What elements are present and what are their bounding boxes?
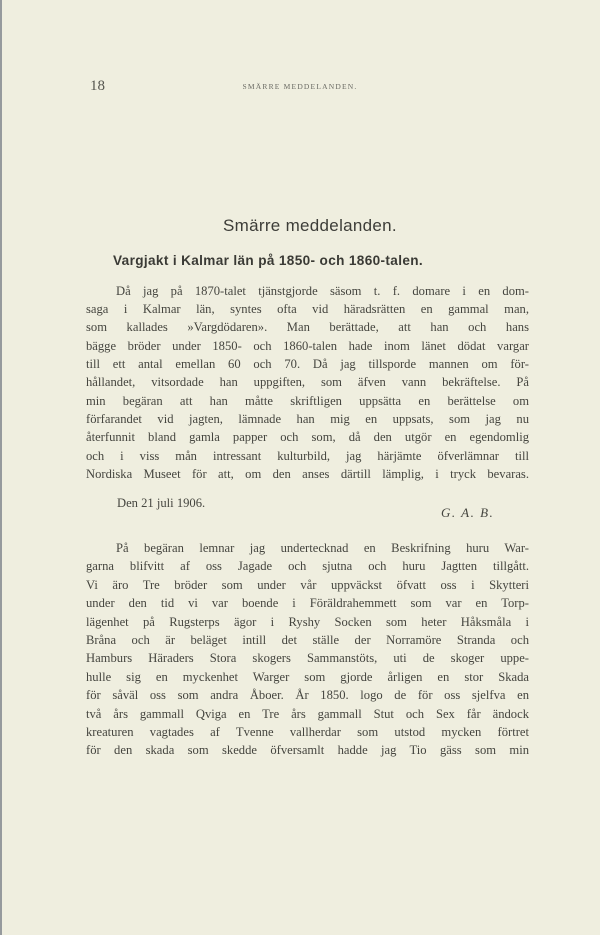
text-line: min begäran att han måtte skriftligen uppsätta en berättelse om: [86, 394, 529, 408]
text-line: Nordiska Museet för att, om den anses därtill lämplig, i tryck bevaras.: [86, 467, 529, 481]
article-title: Vargjakt i Kalmar län på 1850- och 1860-talen.: [113, 253, 424, 268]
page-edge: [0, 0, 2, 935]
signature-initials: G. A. B.: [441, 505, 495, 520]
section-title: Smärre meddelanden.: [223, 216, 397, 235]
text-line: Då jag på 1870-talet tjänstgjorde säsom t. f. domare i en dom-: [116, 284, 529, 298]
text-line: för såväl oss som andra Åboer. År 1850. logo de för oss sjelfva en: [86, 688, 529, 702]
text-line: saga i Kalmar län, syntes ofta vid häradsrätten en gammal man,: [86, 302, 529, 316]
text-line: Vi äro Tre bröder som under vår uppväckst öfvatt oss i Skytteri: [86, 578, 529, 592]
running-head: SMÄRRE MEDDELANDEN.: [242, 82, 358, 91]
text-line: Hamburs Häraders Stora skogers Sammanstöts, uti de skoger uppe-: [86, 651, 529, 665]
text-line: bägge bröder under 1850- och 1860-talen hade inom länet dödat vargar: [86, 339, 529, 353]
text-line: hållandet, vitsordade han uppgiften, som äfven vann bekräftelse. På: [86, 375, 529, 389]
text-line: under den tid vi var boende i Föräldrahemmett som var en Torp-: [86, 596, 529, 610]
date-line: Den 21 juli 1906.: [117, 496, 206, 510]
text-line: förfarandet vid jagten, lämnade han mig en uppsats, som jag nu: [86, 412, 529, 426]
text-line: Bråna och är beläget intill det ställe der Norramöre Stranda och: [86, 633, 529, 647]
text-line: kreaturen vagtades af Tvenne vallherdar som utstod mycken förtret: [86, 725, 529, 739]
text-line: På begäran lemnar jag undertecknad en Beskrifning huru War-: [116, 541, 529, 555]
text-line: återfunnit bland gamla papper och som, då den utgör en egendomlig: [86, 430, 529, 444]
text-line: två års gammall Qviga en Tre års gammall Stut och Sex får ändock: [86, 707, 529, 721]
text-line: för den skada som skedde öfversamlt hadde jag Tio gäss som min: [86, 743, 529, 757]
text-line: lägenhet på Rugsterps ägor i Ryshy Socken som heter Håksmåla i: [86, 615, 529, 629]
text-line: hulle sig en myckenhet Warger som gjorde årligen en stor Skada: [86, 670, 529, 684]
text-line: till ett antal emellan 60 och 70. Då jag tillsporde mannen om för-: [86, 357, 529, 371]
text-line: och i viss mån intressant kulturbild, jag härjämte öfverlämnar till: [86, 449, 529, 463]
page-number: 18: [90, 78, 105, 94]
text-line: garna blifvitt af oss Jagade och sjutna och huru Jagtten tillgått.: [86, 559, 529, 573]
text-line: som kallades »Vargdödaren». Man berättade, att han och hans: [86, 320, 529, 334]
